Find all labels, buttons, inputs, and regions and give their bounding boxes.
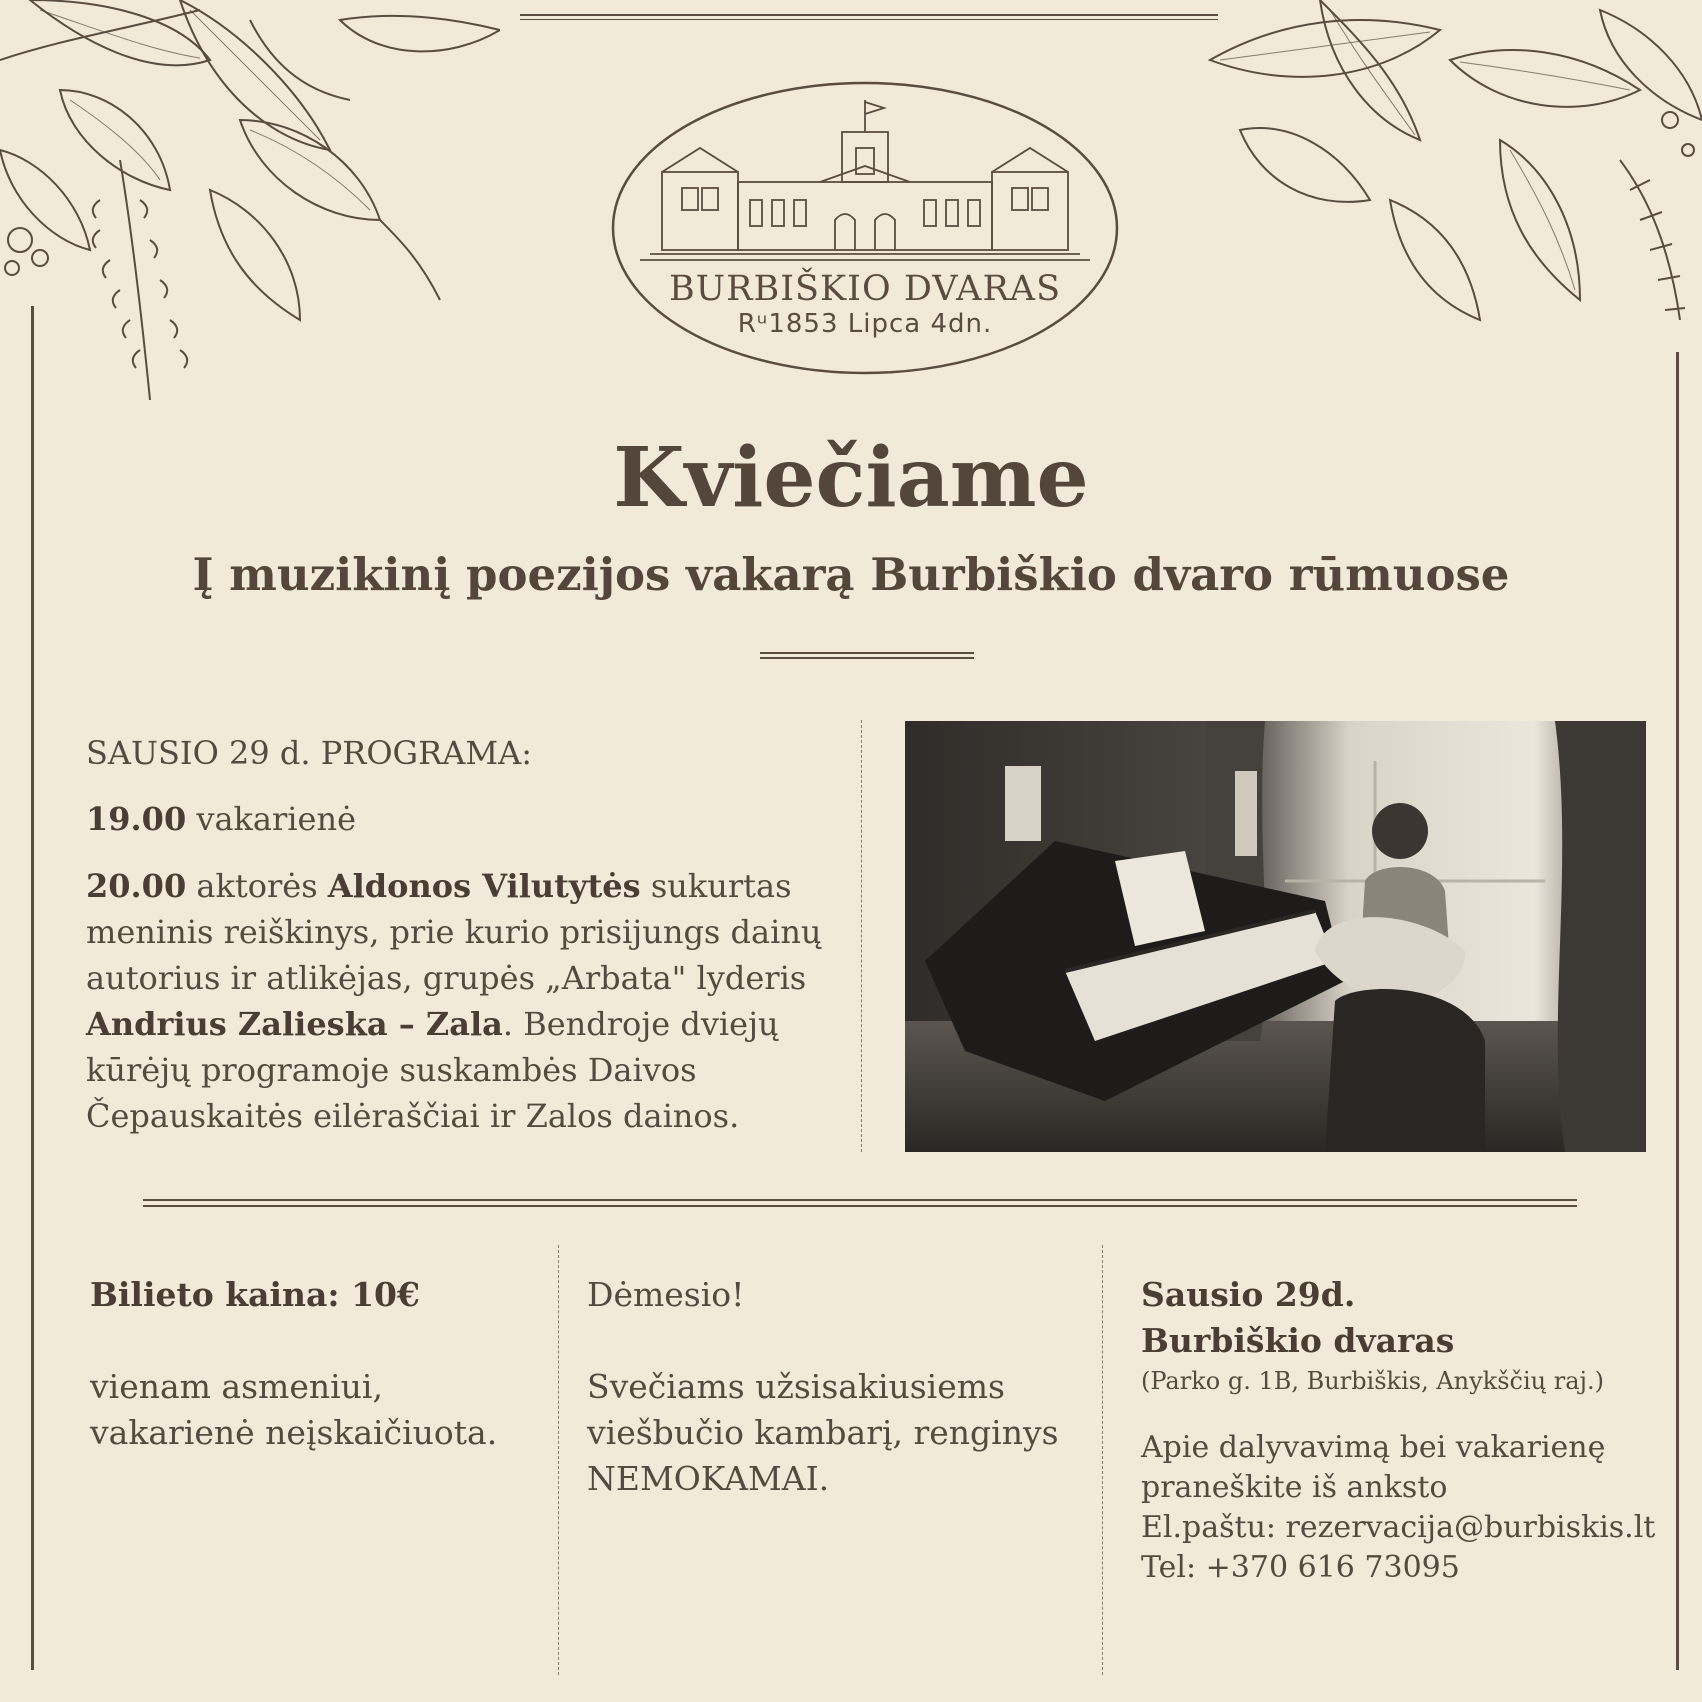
section-divider-2 (143, 1205, 1577, 1207)
ticket-price: Bilieto kaina: 10€ (90, 1275, 420, 1314)
page-title: Kviečiame (613, 430, 1089, 526)
venue-name: Burbiškio dvaras (1141, 1321, 1455, 1360)
ticket-section (90, 1272, 530, 1456)
venue-section (1141, 1272, 1661, 1588)
logo-established: Rᵘ1853 Lipca 4dn. (737, 309, 993, 339)
top-rule (520, 14, 1218, 16)
program-heading: SAUSIO 29 d. PROGRAMA: (86, 734, 532, 772)
program-item-text: vakarienė (196, 800, 357, 838)
performer-name: Andrius Zalieska – Zala (86, 1005, 503, 1043)
venue-date: Sausio 29d. (1141, 1275, 1356, 1314)
column-separator (861, 720, 862, 1152)
attention-section (587, 1272, 1067, 1502)
column-separator (1102, 1245, 1103, 1675)
program-item-performance: 20.00 aktorės Aldonos Vilutytės sukurtas meninis reiškinys, prie kurio prisijungs dainų autorius ir atlikėjas, grupės „Arbata" lyderis Andrius Zalieska – Zala. Bendroje dviejų kūrėjų programoje suskambės Daivos Čepauskaitės eilėraščiai ir Zalos dainos. (86, 867, 822, 1135)
title-divider-2 (760, 657, 974, 659)
manor-house-logo-icon (610, 80, 1120, 380)
program-item-dinner (86, 796, 866, 842)
floral-ornament-right-icon (1200, 0, 1702, 360)
venue-info-line: praneškite iš anksto (1141, 1470, 1448, 1505)
venue-phone[interactable]: Tel: +370 616 73095 (1141, 1550, 1460, 1585)
ticket-note-line: vakarienė neįskaičiuota. (90, 1413, 498, 1452)
attention-text: Svečiams užsisakiusiems viešbučio kambarį, renginys NEMOKAMAI. (587, 1367, 1059, 1498)
top-rule-2 (520, 19, 1218, 20)
title-divider (760, 652, 974, 654)
venue-info-line: Apie dalyvavimą bei vakarienę (1141, 1430, 1606, 1465)
floral-ornament-left-icon (0, 0, 500, 410)
performer-name: Aldonos Vilutytės (327, 867, 641, 905)
section-divider (143, 1199, 1577, 1201)
photo-piano-girl (905, 721, 1646, 1152)
logo-name: BURBIŠKIO DVARAS (668, 269, 1062, 309)
program-item-time: 19.00 (86, 800, 187, 838)
venue-address: (Parko g. 1B, Burbiškis, Anykščių raj.) (1141, 1367, 1604, 1395)
venue-email[interactable]: El.paštu: rezervacija@burbiskis.lt (1141, 1510, 1656, 1545)
page-subtitle: Į muzikinį poezijos vakarą Burbiškio dvaro rūmuose (192, 548, 1510, 601)
program-item-time: 20.00 (86, 867, 187, 905)
ticket-note-line: vienam asmeniui, (90, 1367, 383, 1406)
attention-title: Dėmesio! (587, 1275, 745, 1314)
column-separator (558, 1245, 559, 1675)
